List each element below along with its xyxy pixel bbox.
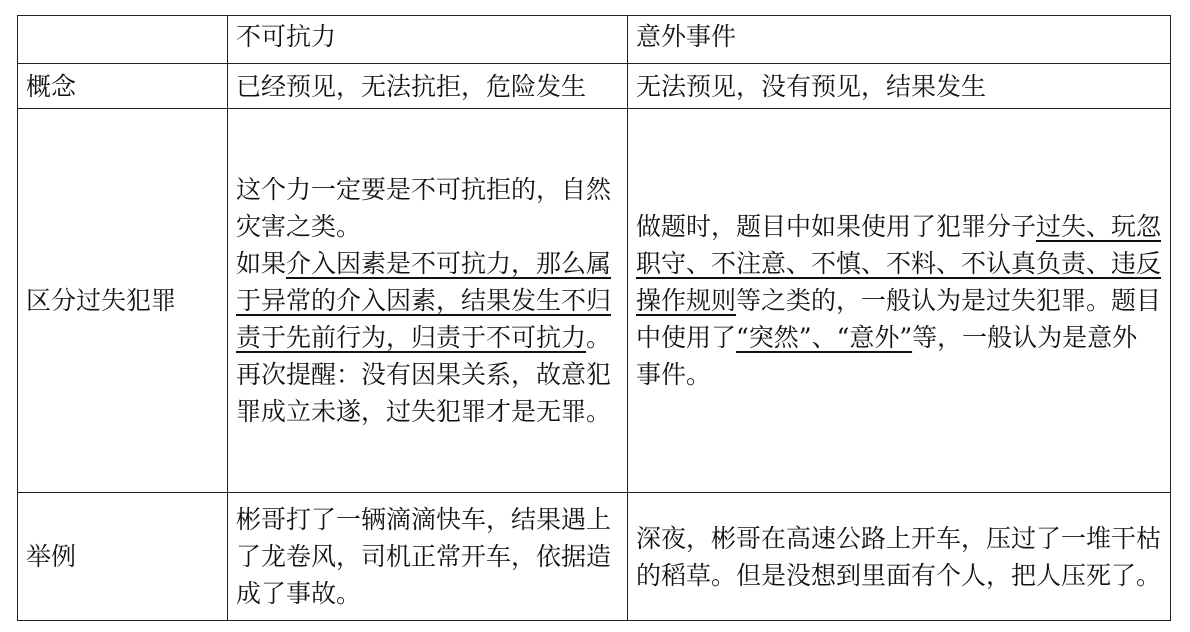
header-empty-cell	[18, 16, 228, 64]
acc-prefix: 做题时，题目中如果使用了犯罪分子	[636, 212, 1037, 241]
example-force-majeure: 彬哥打了一辆滴滴快车，结果遇上了龙卷风，司机正常开车，依据造成了事故。	[228, 493, 628, 621]
fm-p2-underlined: 介入因素是不可抗力，那么属于异常的介入因素，结果发生不归责于先前行为，归责于不可抗力	[236, 249, 612, 352]
header-row	[18, 16, 1171, 64]
header-accident: 意外事件	[628, 16, 1171, 64]
acc-suffix: 等，一般认为是意外事件。	[636, 323, 1138, 389]
acc-underlined-1: 过失、玩忽职守、不注意、不慎、不料、不认真负责、违反操作规则	[636, 212, 1162, 315]
fm-p2-suffix: 。	[586, 323, 612, 352]
concept-row	[18, 64, 1171, 109]
concept-accident: 无法预见，没有预见，结果发生	[628, 64, 1171, 109]
distinguish-force-majeure-cell	[228, 109, 628, 493]
example-label: 举例	[18, 493, 228, 621]
comparison-table	[17, 15, 1171, 621]
acc-middle: 等之类的，一般认为是过失犯罪。题目中使用了	[636, 286, 1162, 352]
distinguish-accident-paragraph	[636, 208, 1162, 393]
distinguish-label: 区分过失犯罪	[18, 109, 228, 493]
distinguish-accident-cell	[628, 109, 1171, 493]
distinguish-row	[18, 109, 1171, 493]
concept-force-majeure: 已经预见，无法抗拒，危险发生	[228, 64, 628, 109]
distinguish-fm-paragraph-1: 这个力一定要是不可抗拒的，自然灾害之类。	[236, 175, 612, 241]
example-row	[18, 493, 1171, 621]
concept-label: 概念	[18, 64, 228, 109]
header-force-majeure: 不可抗力	[228, 16, 628, 64]
fm-p2-prefix: 如果	[236, 249, 287, 278]
distinguish-fm-paragraph-2	[236, 245, 619, 356]
acc-underlined-2: “突然”、“意外”	[736, 323, 913, 352]
example-accident: 深夜，彬哥在高速公路上开车，压过了一堆干枯的稻草。但是没想到里面有个人，把人压死了。	[628, 493, 1171, 621]
distinguish-fm-paragraph-3: 再次提醒：没有因果关系，故意犯罪成立未遂，过失犯罪才是无罪。	[236, 360, 612, 426]
